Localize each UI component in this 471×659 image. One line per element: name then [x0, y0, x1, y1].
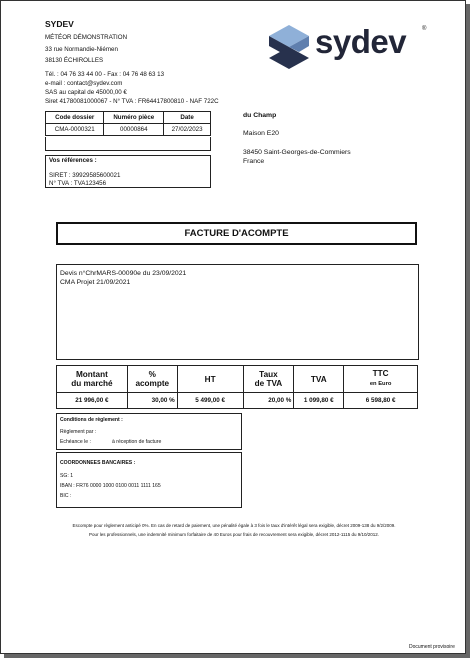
company-line: MÉTÉOR DÉMONSTRATION [45, 34, 128, 41]
meta-header-date: Date [164, 112, 211, 124]
totals-percent: 30,00 % [127, 393, 177, 409]
description-line: CMA Projet 21/09/2021 [60, 279, 131, 286]
totals-header-montant: Montant du marché [57, 366, 128, 393]
logo-text: sydev [315, 23, 407, 60]
totals-ttc: 6 598,80 € [344, 393, 418, 409]
description-box [56, 264, 419, 360]
conditions-echeance-label: Echéance le : [60, 439, 91, 445]
company-phone: Tél. : 04 76 33 44 00 - Fax : 04 76 48 63 13 [45, 71, 165, 78]
conditions-title: Conditions de règlement : [60, 417, 123, 423]
company-address: 33 rue Normandie-Niémen [45, 46, 118, 53]
totals-montant: 21 996,00 € [57, 393, 128, 409]
footer-indemnite: Pour les professionnels, une indemnité minimum forfaitaire de 40 Euros pour frais de recouvrement sera exigible, décret 2012-1115 du 9/10/2012. [89, 532, 379, 537]
client-address: Maison E20 [243, 130, 279, 137]
totals-header-rate: Taux de TVA [243, 366, 294, 393]
provisional-label: Document provisoire [409, 644, 455, 650]
client-name: du Champ [243, 112, 277, 119]
bank-title: COORDONNEES BANCAIRES : [60, 460, 136, 466]
sydev-logo-icon [265, 23, 313, 71]
bank-details-box [56, 452, 242, 508]
document-title: FACTURE D'ACOMPTE [56, 222, 417, 245]
meta-date: 27/02/2023 [164, 124, 211, 136]
conditions-echeance-value: à réception de facture [112, 439, 162, 445]
company-email: e-mail : contact@sydev.com [45, 80, 123, 87]
meta-header-number: Numéro pièce [104, 112, 164, 124]
meta-code: CMA-0000321 [46, 124, 104, 136]
bank-iban: IBAN : FR76 0000 1000 0100 0011 1111 165 [60, 483, 161, 489]
footer-escompte: Escompte pour règlement anticipé 0%. En cas de retard de paiement, une pénalité égale à 3 fois le taux d'intérêt légal sera exigible, décret 2009-138 du 9/2/2009. [72, 523, 396, 528]
bank-sg: SG: 1 [60, 473, 74, 479]
bank-bic: BIC : [60, 493, 72, 499]
totals-ht: 5 499,00 € [177, 393, 243, 409]
references-box [45, 155, 211, 188]
totals-rate: 20,00 % [243, 393, 294, 409]
totals-header-ht: HT [177, 366, 243, 393]
meta-header-code: Code dossier [46, 112, 104, 124]
client-city: 38450 Saint-Georges-de-Commiers [243, 149, 351, 156]
reference-tva: N° TVA : TVA123456 [49, 180, 107, 187]
totals-header-tva: TVA [294, 366, 344, 393]
document-meta-table [45, 111, 211, 136]
company-capital: SAS au capital de 45000,00 € [45, 89, 127, 96]
reference-siret: SIRET : 39929585600021 [49, 172, 121, 179]
totals-header-ttc: TTC en Euro [344, 366, 418, 393]
references-title: Vos références : [49, 157, 97, 164]
company-siret: Siret 41780081000067 - N° TVA : FR64417800810 - NAF 722C [45, 98, 219, 105]
company-city: 38130 ÉCHIROLLES [45, 57, 104, 64]
conditions-reglement: Règlement par : [60, 429, 97, 435]
totals-tva: 1 099,80 € [294, 393, 344, 409]
meta-number: 00000864 [104, 124, 164, 136]
client-country: France [243, 158, 265, 165]
company-name: SYDEV [45, 19, 74, 29]
totals-header-percent: % acompte [127, 366, 177, 393]
logo-registered-mark: ® [422, 26, 427, 32]
description-line: Devis n°ChrMARS-00090e du 23/09/2021 [60, 270, 187, 277]
meta-blank-row [45, 137, 211, 151]
totals-table [56, 365, 418, 409]
payment-conditions-box [56, 413, 242, 450]
